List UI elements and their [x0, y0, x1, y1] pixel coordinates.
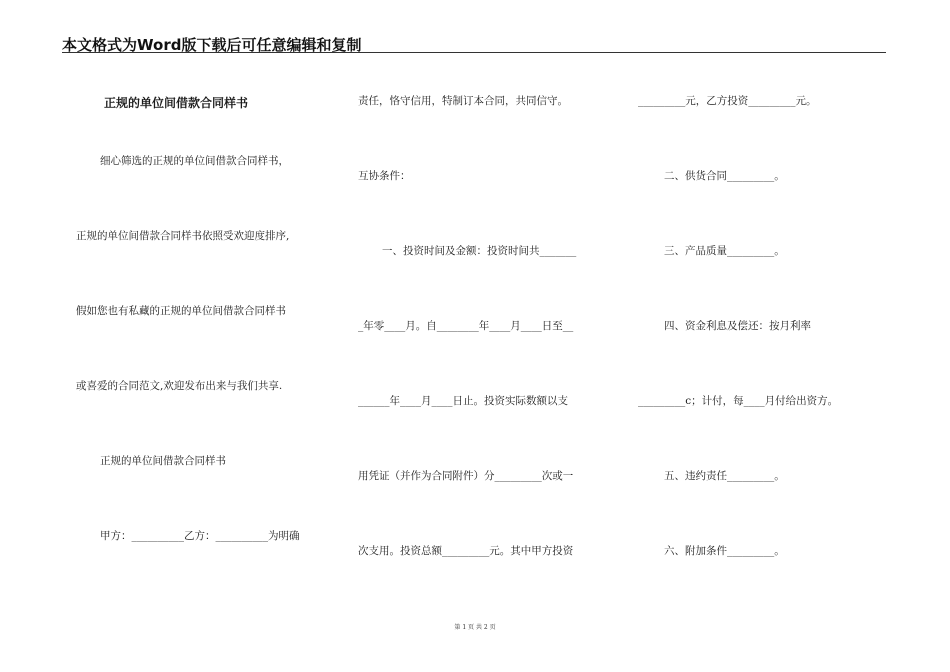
text-line: 次支用。投资总额_________元。其中甲方投资: [358, 545, 574, 557]
text-line: 一、投资时间及金额：投资时间共_______: [382, 245, 577, 257]
text-line: 三、产品质量_________。: [664, 245, 785, 257]
text-line: 互协条件：: [358, 170, 411, 182]
text-line: _________元，乙方投资_________元。: [638, 95, 817, 107]
text-line: 正规的单位间借款合同样书: [100, 455, 226, 467]
text-line: 四、资金利息及偿还：按月利率: [664, 320, 811, 332]
text-line: ______年____月____日止。投资实际数额以支: [358, 395, 568, 407]
text-line: _________c；计付，每____月付给出资方。: [638, 395, 839, 407]
text-line: 假如您也有私藏的正规的单位间借款合同样书: [76, 305, 286, 317]
text-line: 用凭证（并作为合同附件）分_________次或一: [358, 470, 574, 482]
header-divider: [62, 52, 886, 53]
text-line: 或喜爱的合同范文,欢迎发布出来与我们共享.: [76, 380, 283, 392]
page-footer: 第 1 页 共 2 页: [454, 624, 496, 631]
text-line: 甲方：__________乙方：__________为明确: [100, 530, 300, 542]
text-line: 责任，恪守信用，特制订本合同，共同信守。: [358, 95, 568, 107]
text-line: 细心筛选的正规的单位间借款合同样书，: [100, 155, 289, 167]
text-line: _年零____月。自________年____月____日至__: [358, 320, 574, 332]
page-header-title: 本文格式为Word版下载后可任意编辑和复制: [62, 36, 362, 54]
text-line: 五、违约责任_________。: [664, 470, 785, 482]
text-line: 正规的单位间借款合同样书依照受欢迎度排序,: [76, 230, 290, 242]
document-title: 正规的单位间借款合同样书: [104, 96, 249, 110]
text-line: 六、附加条件_________。: [664, 545, 785, 557]
text-line: 二、供货合同_________。: [664, 170, 785, 182]
